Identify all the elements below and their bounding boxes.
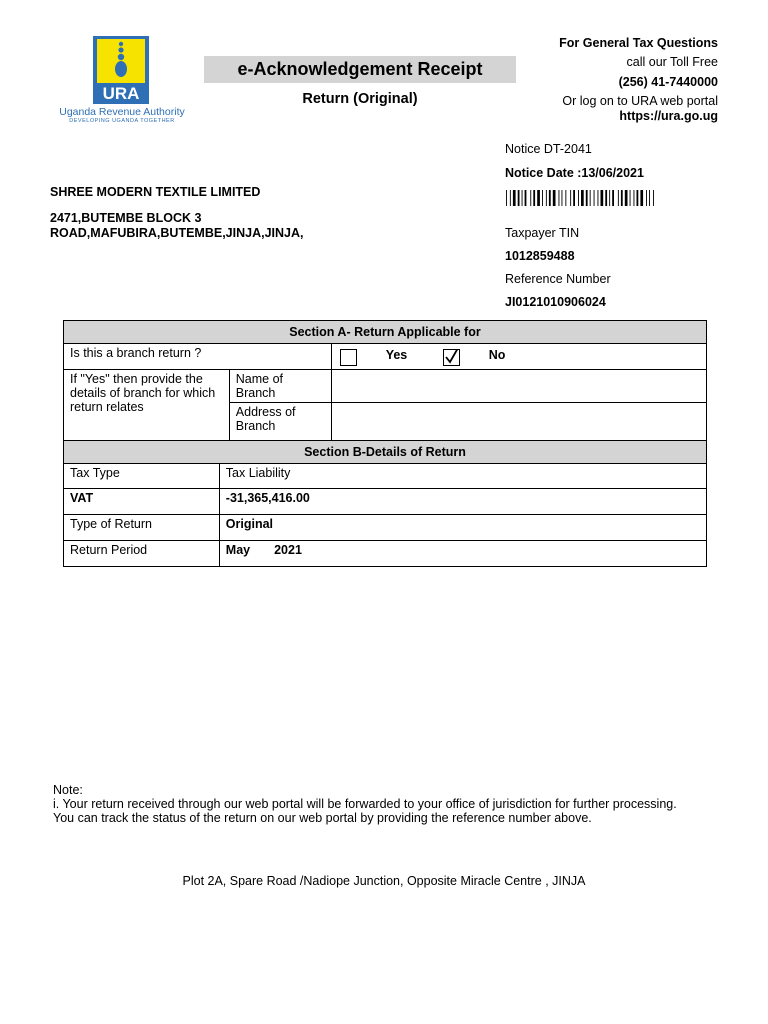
page-title: e-Acknowledgement Receipt — [204, 56, 516, 83]
tin-label: Taxpayer TIN — [505, 226, 580, 240]
reference-label: Reference Number — [505, 272, 611, 286]
section-a-table — [63, 320, 707, 441]
name-of-branch-value — [331, 370, 706, 403]
reference-value: JI0121010906024 — [505, 295, 606, 309]
return-period-month: May — [225, 543, 251, 557]
tax-liability-value: -31,365,416.00 — [219, 489, 706, 515]
taxpayer-address-line1: 2471,BUTEMBE BLOCK 3 — [50, 211, 202, 225]
contact-portal-link[interactable]: https://ura.go.ug — [619, 109, 718, 123]
barcode-icon — [506, 190, 656, 206]
tax-type-value: VAT — [64, 489, 220, 515]
section-b-table — [63, 440, 707, 567]
logo-tagline: DEVELOPING UGANDA TOGETHER — [69, 118, 175, 124]
yes-checkbox[interactable] — [340, 349, 357, 366]
contact-portal-label: Or log on to URA web portal — [562, 94, 718, 108]
address-of-branch-label: Address of Branch — [229, 403, 331, 441]
type-of-return-label: Type of Return — [64, 515, 220, 541]
contact-heading: For General Tax Questions — [559, 36, 718, 50]
logo-abbrev: URA — [102, 84, 140, 103]
section-b-title: Section B-Details of Return — [64, 441, 707, 464]
note-block — [53, 783, 677, 825]
logo-emblem-icon — [114, 41, 128, 81]
ura-logo — [48, 36, 196, 126]
logo-org-name: Uganda Revenue Authority — [59, 106, 185, 118]
name-of-branch-label: Name of Branch — [229, 370, 331, 403]
checkmark-icon — [444, 350, 459, 365]
tax-type-label: Tax Type — [64, 464, 220, 489]
note-line1: i. Your return received through our web portal will be forwarded to your office of jurisdiction for further processing. — [53, 797, 677, 811]
page-subtitle: Return (Original) — [302, 91, 418, 107]
return-period-year: 2021 — [274, 543, 302, 557]
taxpayer-address-line2: ROAD,MAFUBIRA,BUTEMBE,JINJA,JINJA, — [50, 226, 304, 240]
type-of-return-value: Original — [219, 515, 706, 541]
section-a-title: Section A- Return Applicable for — [64, 321, 707, 344]
return-period-label: Return Period — [64, 541, 220, 567]
notice-number: Notice DT-2041 — [505, 142, 592, 156]
contact-tollfree-label: call our Toll Free — [626, 55, 718, 69]
branch-answer-cell — [331, 344, 706, 370]
notice-date: Notice Date :13/06/2021 — [505, 166, 644, 180]
footer-address: Plot 2A, Spare Road /Nadiope Junction, Opposite Miracle Centre , JINJA — [182, 874, 586, 888]
return-period-value — [219, 541, 706, 567]
taxpayer-name: SHREE MODERN TEXTILE LIMITED — [50, 185, 261, 199]
note-line2: You can track the status of the return on our web portal by providing the reference number above. — [53, 811, 592, 825]
branch-question: Is this a branch return ? — [64, 344, 332, 370]
tax-liability-label: Tax Liability — [219, 464, 706, 489]
no-label: No — [488, 348, 506, 362]
no-checkbox[interactable] — [443, 349, 460, 366]
yes-label: Yes — [385, 348, 408, 362]
address-of-branch-value — [331, 403, 706, 441]
tin-value: 1012859488 — [505, 249, 575, 263]
branch-details-label: If "Yes" then provide the details of branch for which return relates — [64, 370, 230, 441]
contact-phone: (256) 41-7440000 — [618, 75, 718, 89]
note-heading: Note: — [53, 783, 83, 797]
